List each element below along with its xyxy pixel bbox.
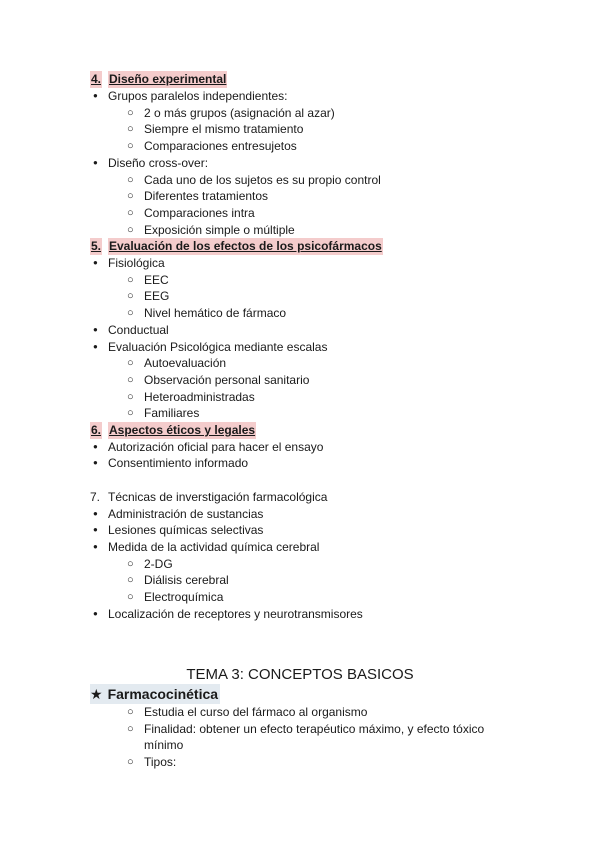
sub-list-item-text: Diferentes tratamientos (144, 189, 269, 204)
circle-bullet-icon: ○ (127, 557, 134, 570)
list-item-text: Administración de sustancias (108, 506, 264, 521)
bullet-icon: ● (93, 324, 98, 334)
sub-list-item-text: Tipos: (144, 755, 177, 770)
sub-list-item-text: Siempre el mismo tratamiento (144, 122, 304, 137)
sub-list-item-text: Autoevaluación (144, 356, 227, 371)
circle-bullet-icon: ○ (127, 390, 134, 403)
circle-bullet-icon: ○ (127, 756, 134, 769)
bullet-icon: ● (93, 258, 98, 267)
sub-list-item-text: EEG (144, 289, 170, 304)
bullet-icon: ● (93, 508, 98, 518)
circle-bullet-icon: ○ (127, 722, 134, 735)
sub-list-item-text: 2 o más grupos (asignación al azar) (144, 105, 335, 120)
farmacocinetica-heading (90, 684, 220, 704)
circle-bullet-icon: ○ (127, 574, 134, 587)
sub-list-item-text: Cada uno de los sujetos es su propio control (144, 172, 381, 187)
list-item-text: Conductual (108, 322, 169, 337)
circle-bullet-icon: ○ (127, 307, 134, 320)
circle-bullet-icon: ○ (127, 106, 134, 119)
sub-list-item-text: Estudia el curso del fármaco al organismo (144, 705, 368, 719)
list-item-text: Autorización oficial para hacer el ensayo (108, 439, 324, 454)
list-item-text: Localización de receptores y neurotransmisores (108, 606, 363, 621)
circle-bullet-icon: ○ (127, 140, 134, 153)
circle-bullet-icon: ○ (127, 223, 134, 236)
circle-bullet-icon: ○ (127, 190, 134, 203)
circle-bullet-icon: ○ (127, 173, 134, 186)
circle-bullet-icon: ○ (127, 290, 134, 303)
section-number: 4. (91, 72, 102, 86)
heading-text: Farmacocinética (107, 686, 219, 702)
circle-bullet-icon: ○ (127, 373, 134, 386)
sub-list-item-text: Observación personal sanitario (144, 372, 310, 387)
section-number: 5. (91, 239, 102, 254)
circle-bullet-icon: ○ (127, 273, 134, 286)
list-item-text: Medida de la actividad química cerebral (108, 539, 320, 554)
section-title: Evaluación de los efectos de los psicofármacos (109, 239, 382, 254)
sub-list-item-text: EEC (144, 272, 169, 287)
sub-list-item-text: Electroquímica (144, 590, 224, 604)
list-item-text: Diseño cross-over: (108, 155, 209, 170)
section-title: Diseño experimental (109, 72, 227, 86)
circle-bullet-icon: ○ (127, 591, 134, 603)
sub-list-item-text: Familiares (144, 406, 200, 421)
bullet-icon: ● (93, 541, 98, 551)
circle-bullet-icon: ○ (127, 206, 134, 219)
circle-bullet-icon: ○ (127, 407, 134, 420)
sub-list-item-text: mínimo (144, 738, 184, 753)
sub-list-item-text: Heteroadministradas (144, 389, 255, 404)
section-title: Aspectos éticos y legales (109, 423, 256, 437)
section-number: 6. (91, 423, 102, 437)
circle-bullet-icon: ○ (127, 357, 134, 370)
sub-list-item-text: Diálisis cerebral (144, 573, 229, 588)
circle-bullet-icon: ○ (127, 123, 134, 136)
section-number: 7. (90, 489, 101, 504)
section-title: Técnicas de inverstigación farmacológica (108, 489, 328, 504)
sub-list-item-text: Comparaciones intra (144, 205, 255, 220)
bullet-icon: ● (93, 91, 98, 100)
list-item-text: Fisiológica (108, 256, 165, 270)
bullet-icon: ● (93, 525, 98, 535)
bullet-icon: ● (93, 608, 98, 618)
list-item-text: Lesiones químicas selectivas (108, 523, 264, 538)
bullet-icon: ● (93, 157, 98, 167)
list-item-text: Consentimiento informado (108, 456, 249, 471)
sub-list-item-text: Finalidad: obtener un efecto terapéutico máximo, y efecto tóxico (144, 721, 485, 736)
star-icon: ★ (90, 686, 103, 702)
bullet-icon: ● (93, 441, 98, 451)
bullet-icon: ● (93, 458, 98, 468)
tema-title: TEMA 3: CONCEPTOS BASICOS (186, 666, 414, 683)
sub-list-item-text: Comparaciones entresujetos (144, 139, 297, 154)
list-item-text: Grupos paralelos independientes: (108, 89, 288, 103)
circle-bullet-icon: ○ (127, 706, 134, 718)
sub-list-item-text: 2-DG (144, 556, 173, 571)
bullet-icon: ● (93, 341, 98, 351)
list-item-text: Evaluación Psicológica mediante escalas (108, 339, 328, 354)
sub-list-item-text: Nivel hemático de fármaco (144, 306, 287, 321)
sub-list-item-text: Exposición simple o múltiple (144, 222, 295, 237)
